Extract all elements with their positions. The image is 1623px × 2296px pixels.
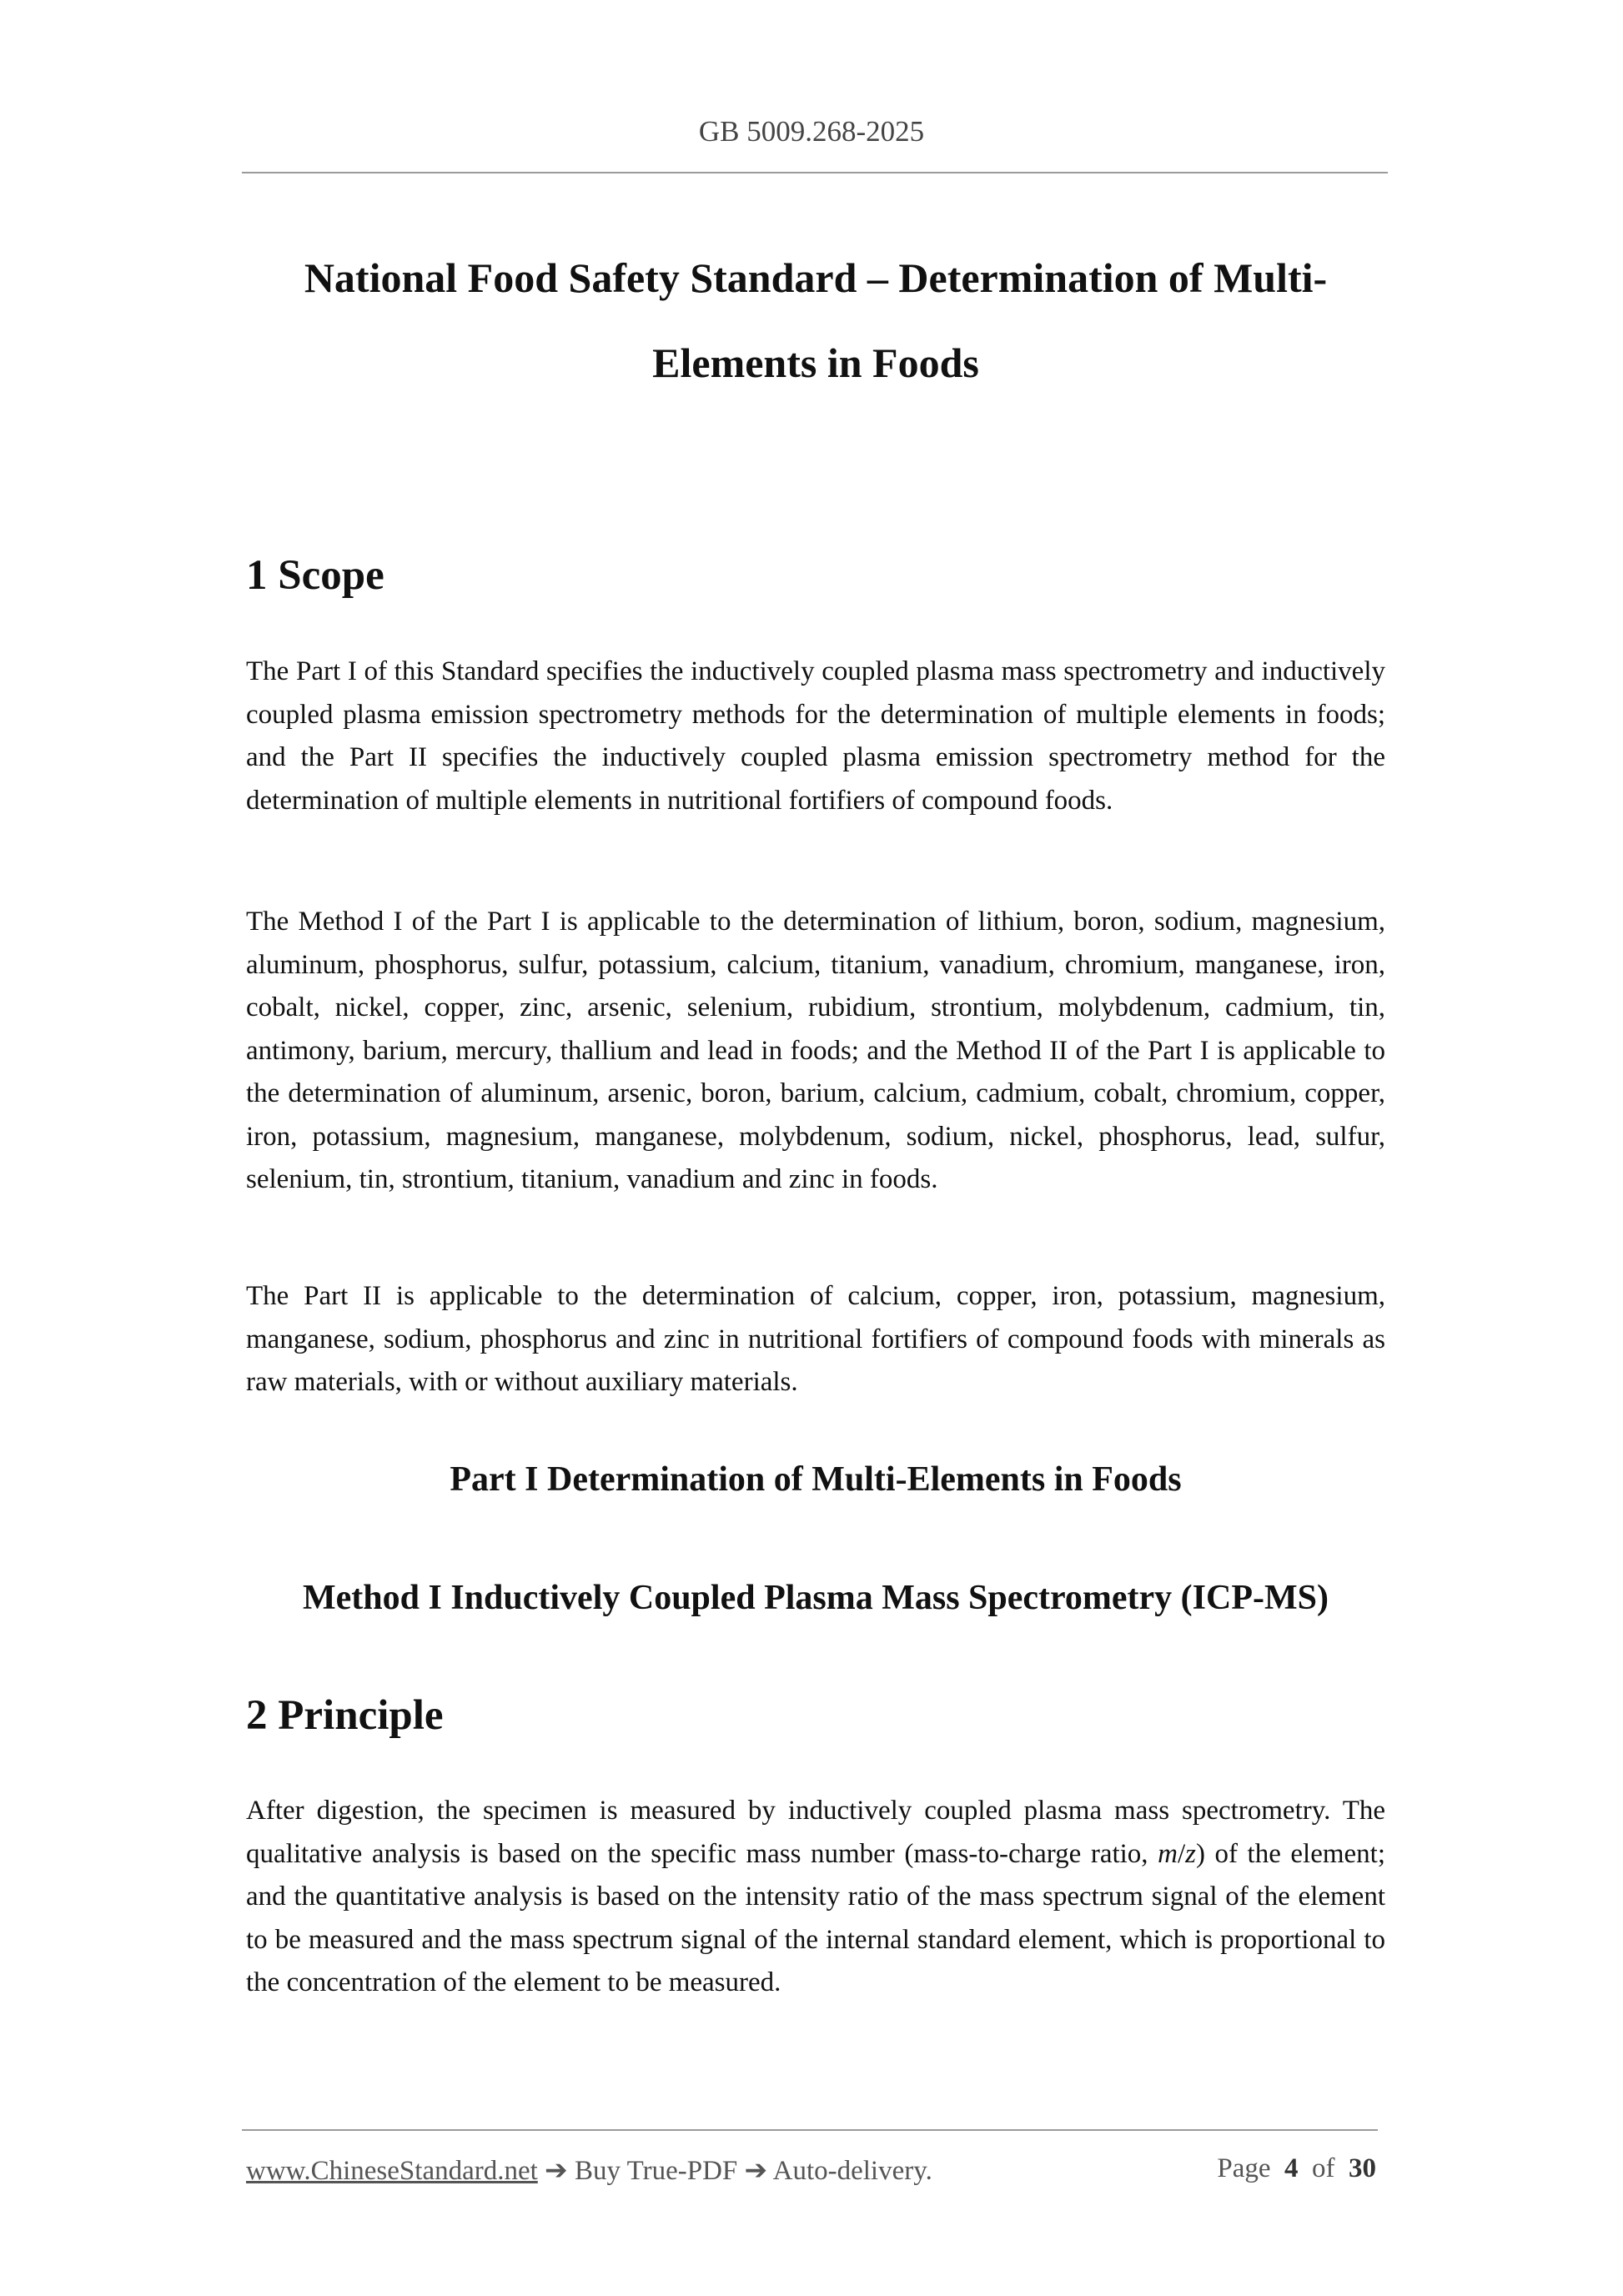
page-total: 30 [1349,2153,1376,2183]
website-link[interactable]: www.ChineseStandard.net [246,2156,538,2186]
part-1-heading: Part I Determination of Multi-Elements in Foods [450,1460,1182,1499]
section-heading-scope: 1 Scope [246,552,384,599]
auto-delivery-text: Auto-delivery. [772,2156,932,2186]
page-current: 4 [1284,2153,1299,2183]
principle-text-start: After digestion, the specimen is measured by inductively coupled plasma mass spectrometry. The qualitative analysis is based on the specific mass number (mass-to-charge ratio, [246,1796,1385,1869]
arrow-right-icon: ➔ [545,2156,568,2186]
principle-text-end: ) of the element; and the quantitative analysis is based on the intensity ratio of the mass spectrum signal of the element to be measured and the mass spectrum signal of the internal standard element, which is proportional to the concentration of the element to be measured. [246,1838,1385,1997]
method-1-heading: Method I Inductively Coupled Plasma Mass Spectrometry (ICP-MS) [303,1579,1329,1617]
scope-paragraph-1: The Part I of this Standard specifies the inductively coupled plasma mass spectrometry and inductively coupled plasma emission spectrometry methods for the determination of multiple elements in foods; and the Part II specifies the inductively coupled plasma emission spectrometry method for the determination of multiple elements in nutritional fortifiers of compound foods. [246,656,1385,816]
principle-paragraph [246,1790,1385,2005]
header-standard-code: GB 5009.268-2025 [698,115,925,148]
section-heading-principle: 2 Principle [246,1692,444,1739]
scope-paragraph-3: The Part II is applicable to the determination of calcium, copper, iron, potassium, magnesium, manganese, sodium, phosphorus and zinc in nutritional fortifiers of compound foods with minerals as raw materials, with or without auxiliary materials. [246,1281,1385,1397]
footer-divider [242,2129,1378,2131]
principle-slash: / [1177,1838,1186,1869]
page-label: Page [1217,2153,1271,2183]
scope-paragraph-2: The Method I of the Part I is applicable to the determination of lithium, boron, sodium, magnesium, aluminum, phosphorus, sulfur, potassium, calcium, titanium, vanadium, chromium, manganese, iron, cobalt, nickel, copper, zinc, arsenic, selenium, rubidium, strontium, molybdenum, cadmium, tin, antimony, barium, mercury, thallium and lead in foods; and the Method II of the Part I is applicable to the determination of aluminum, arsenic, boron, barium, calcium, cadmium, cobalt, chromium, copper, iron, potassium, magnesium, manganese, molybdenum, sodium, nickel, phosphorus, lead, sulfur, selenium, tin, strontium, titanium, vanadium and zinc in foods. [246,907,1385,1194]
footer-promo [246,2153,932,2187]
of-label: of [1312,2153,1335,2183]
buy-true-pdf-text: Buy True-PDF [574,2156,738,2186]
header-divider [242,172,1388,173]
page-number [1217,2153,1376,2184]
document-title: National Food Safety Standard – Determination of Multi-Elements in Foods [304,254,1328,386]
principle-italic-z: z [1185,1838,1196,1869]
arrow-right-icon: ➔ [744,2156,768,2186]
principle-italic-m: m [1158,1838,1178,1869]
